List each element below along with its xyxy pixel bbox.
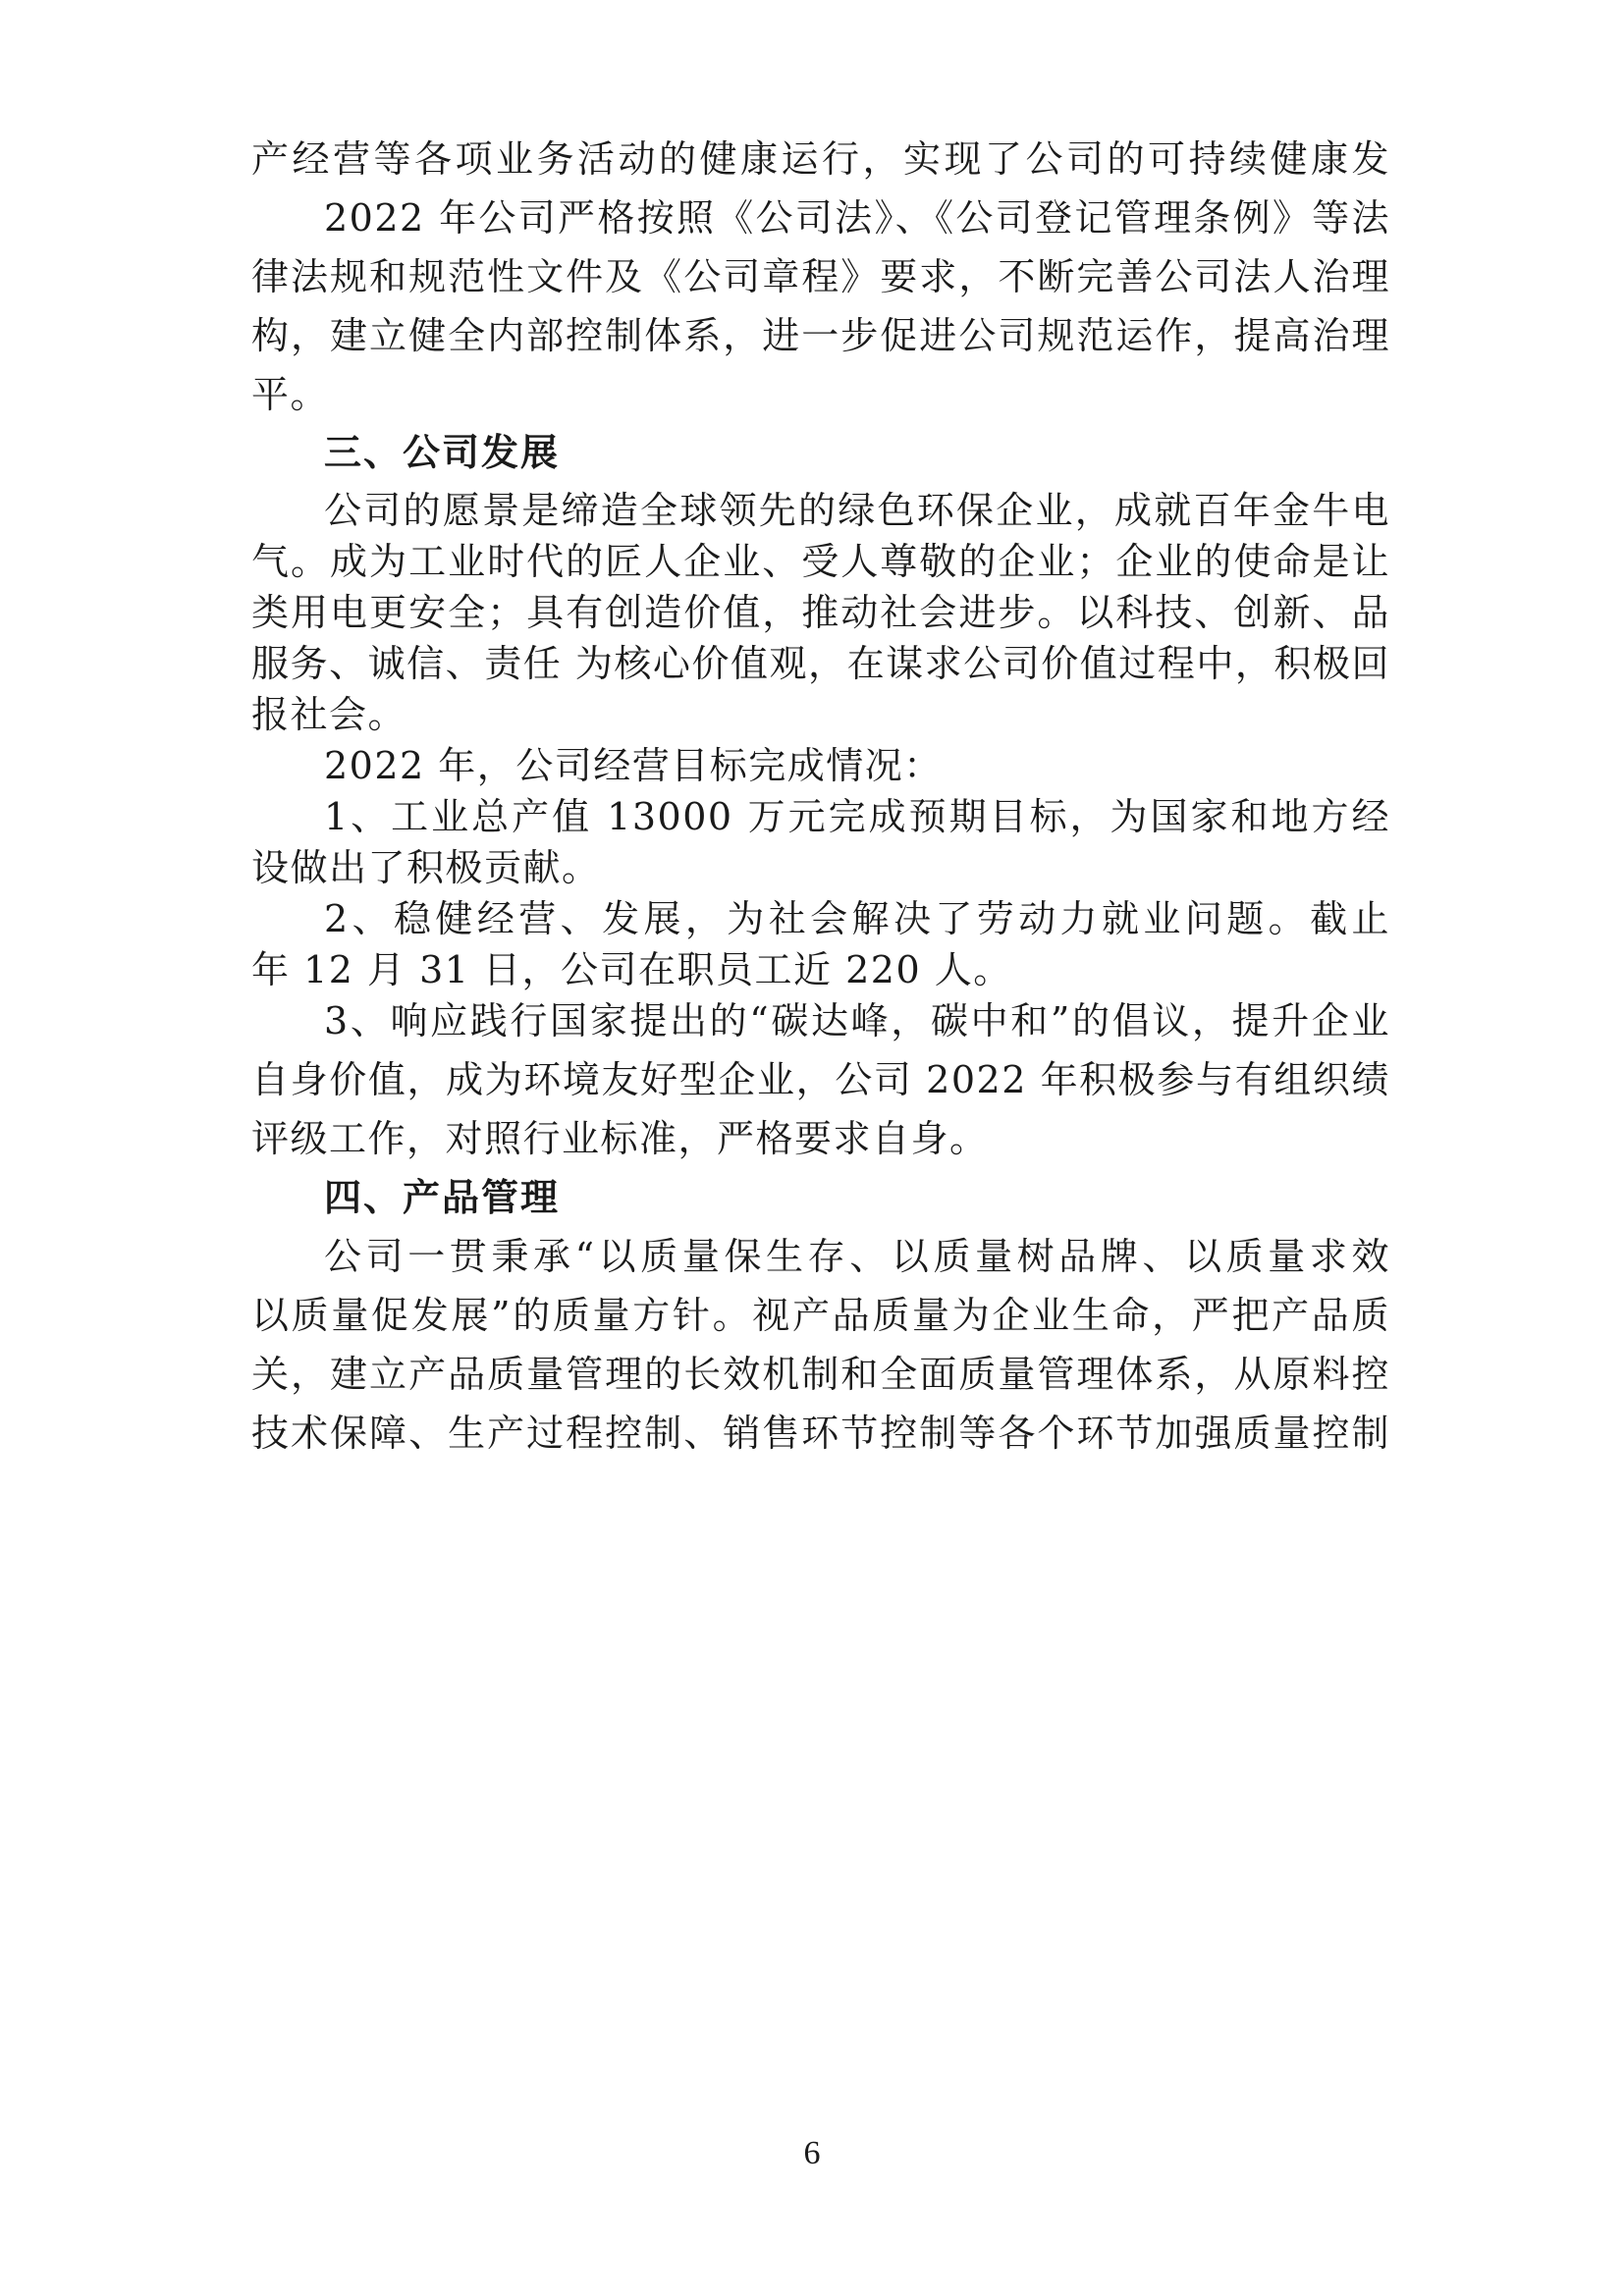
text-line: 构，建立健全内部控制体系，进一步促进公司规范运作，提高治理 [251,314,1390,357]
text-line: 报社会。 [251,693,407,736]
text-line: 年 12 月 31 日，公司在职员工近 220 人。 [251,948,1012,991]
text-line: 2022 年公司严格按照《公司法》、《公司登记管理条例》等法 [324,196,1390,240]
text-line: 公司一贯秉承“以质量保生存、以质量树品牌、以质量求效 [324,1235,1390,1278]
text-line: 以质量促发展”的质量方针。视产品质量为企业生命，严把产品质 [251,1294,1390,1337]
section-heading: 四、产品管理 [324,1176,561,1219]
text-line: 3、响应践行国家提出的“碳达峰，碳中和”的倡议，提升企业 [324,999,1390,1042]
text-line: 评级工作，对照行业标准，严格要求自身。 [251,1117,989,1160]
text-line: 2、稳健经营、发展，为社会解决了劳动力就业问题。截止 [324,897,1390,940]
text-line: 公司的愿景是缔造全球领先的绿色环保企业，成就百年金牛电 [324,489,1390,532]
text-line: 关，建立产品质量管理的长效机制和全面质量管理体系，从原料控 [251,1353,1390,1396]
text-line: 技术保障、生产过程控制、销售环节控制等各个环节加强质量控制 [251,1412,1390,1455]
text-line: 类用电更安全；具有创造价值，推动社会进步。以科技、创新、品 [251,591,1390,634]
text-line: 1、工业总产值 13000 万元完成预期目标，为国家和地方经 [324,795,1390,838]
text-line: 2022 年，公司经营目标完成情况： [324,744,943,787]
text-line: 律法规和规范性文件及《公司章程》要求，不断完善公司法人治理 [251,255,1390,298]
section-heading: 三、公司发展 [324,431,561,474]
text-line: 平。 [251,373,330,416]
text-line: 气。成为工业时代的匠人企业、受人尊敬的企业；企业的使命是让 [251,540,1390,583]
text-line: 自身价值，成为环境友好型企业，公司 2022 年积极参与有组织绩 [251,1058,1390,1101]
text-line: 设做出了积极贡献。 [251,846,601,889]
text-line: 产经营等各项业务活动的健康运行，实现了公司的可持续健康发 [251,137,1390,181]
page-number: 6 [803,2135,821,2171]
text-line: 服务、诚信、责任 为核心价值观，在谋求公司价值过程中，积极回 [251,642,1390,685]
